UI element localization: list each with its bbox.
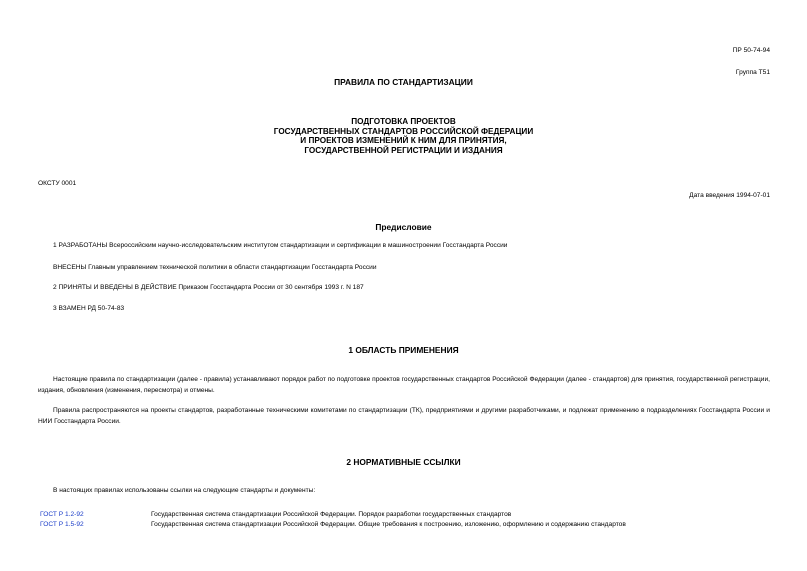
main-heading: ПРАВИЛА ПО СТАНДАРТИЗАЦИИ [334, 77, 473, 87]
reference-link[interactable]: ГОСТ Р 1.2-92 [40, 511, 84, 518]
foreword-item: ВНЕСЕНЫ Главным управлением технической политики в области стандартизации Госстандарта России [53, 264, 377, 271]
okstu-code: ОКСТУ 0001 [38, 180, 77, 187]
document-title [0, 117, 807, 155]
section-1-paragraph: Правила распространяются на проекты стандартов, разработанные техническими комитетами по стандартизации (ТК), предприятиями и другими разработчиками, и подлежат применению в подразделениях Госстандарта России и НИИ Госстандарта России. [38, 407, 770, 425]
foreword-item: 3 ВЗАМЕН РД 50-74-83 [53, 305, 125, 312]
section-1-heading: 1 ОБЛАСТЬ ПРИМЕНЕНИЯ [348, 345, 459, 355]
document-code: ПР 50-74-94 [732, 47, 770, 54]
title-line: И ПРОЕКТОВ ИЗМЕНЕНИЙ К НИМ ДЛЯ ПРИНЯТИЯ, [300, 136, 507, 145]
reference-link[interactable]: ГОСТ Р 1.5-92 [40, 521, 84, 528]
document-group: Группа Т51 [735, 69, 770, 76]
introduction-date: Дата введения 1994-07-01 [689, 192, 770, 199]
foreword-item: 1 РАЗРАБОТАНЫ Всероссийским научно-исследовательским институтом стандартизации и сертификации в машиностроении Госстандарта России [53, 242, 508, 249]
reference-row [40, 521, 84, 529]
reference-row [40, 511, 84, 519]
title-line: ГОСУДАРСТВЕННЫХ СТАНДАРТОВ РОССИЙСКОЙ ФЕДЕРАЦИИ [273, 126, 534, 136]
section-2-intro: В настоящих правилах использованы ссылки на следующие стандарты и документы: [53, 487, 316, 494]
section-1-paragraph: Настоящие правила по стандартизации (далее - правила) устанавливают порядок работ по подготовке проектов государственных стандартов Российской Федерации (далее - стандартов) для принятия, государственной регистрации, издания, обновления (изменения, пересмотра) и отмены. [38, 376, 770, 394]
reference-title: Государственная система стандартизации Российской Федерации. Порядок разработки государственных стандартов [151, 511, 512, 518]
reference-title: Государственная система стандартизации Российской Федерации. Общие требования к построению, изложению, оформлению и содержанию стандартов [151, 521, 626, 528]
title-line: ГОСУДАРСТВЕННОЙ РЕГИСТРАЦИИ И ИЗДАНИЯ [304, 145, 503, 155]
title-line: ПОДГОТОВКА ПРОЕКТОВ [351, 117, 456, 126]
foreword-item: 2 ПРИНЯТЫ И ВВЕДЕНЫ В ДЕЙСТВИЕ Приказом Госстандарта России от 30 сентября 1993 г. N 187 [53, 284, 364, 291]
section-2-heading: 2 НОРМАТИВНЫЕ ССЫЛКИ [346, 457, 461, 467]
foreword-heading: Предисловие [375, 222, 432, 232]
